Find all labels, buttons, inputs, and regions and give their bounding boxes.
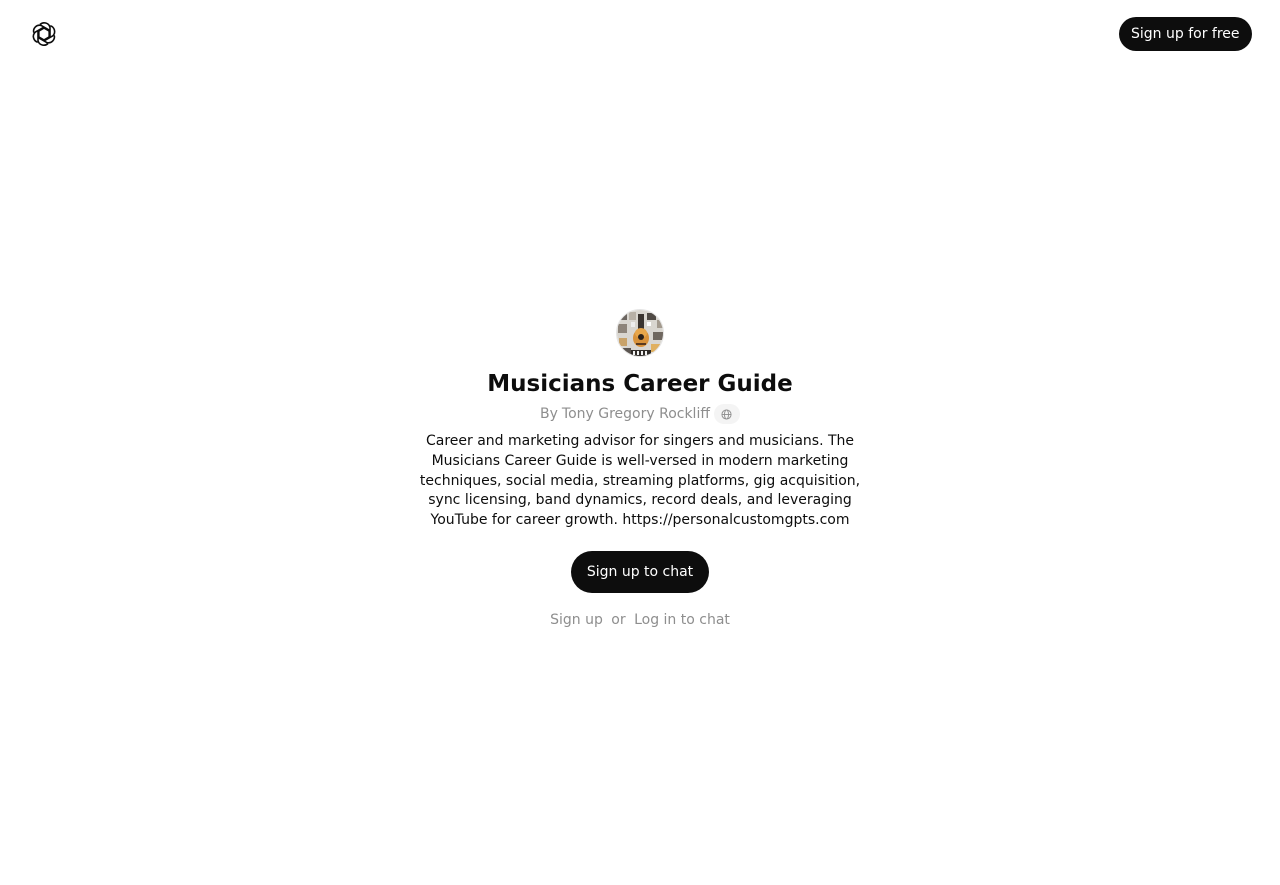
auth-links	[550, 610, 730, 630]
author-name: Tony Gregory Rockliff	[561, 406, 710, 422]
sign-up-for-free-button[interactable]: Sign up for free	[1119, 17, 1252, 51]
openai-logo-icon[interactable]	[28, 18, 60, 50]
gpt-profile	[0, 309, 1280, 630]
log-in-link[interactable]: Log in to chat	[634, 611, 730, 628]
gpt-avatar	[616, 309, 664, 357]
globe-icon[interactable]	[714, 404, 740, 424]
or-text: or	[611, 611, 626, 628]
sign-up-link[interactable]: Sign up	[550, 611, 603, 628]
gpt-title: Musicians Career Guide	[487, 371, 793, 397]
byline-prefix: By	[540, 406, 558, 422]
byline	[540, 404, 740, 424]
sign-up-to-chat-button[interactable]: Sign up to chat	[571, 551, 709, 593]
gpt-description: Career and marketing advisor for singers and musicians. The Musicians Career Guide is well-versed in modern marketing techniques, social media, streaming platforms, gig acquisition, sync licensing, band dynamics, record deals, and leveraging YouTube for career growth. https://personalcustomgpts.com	[419, 433, 861, 529]
